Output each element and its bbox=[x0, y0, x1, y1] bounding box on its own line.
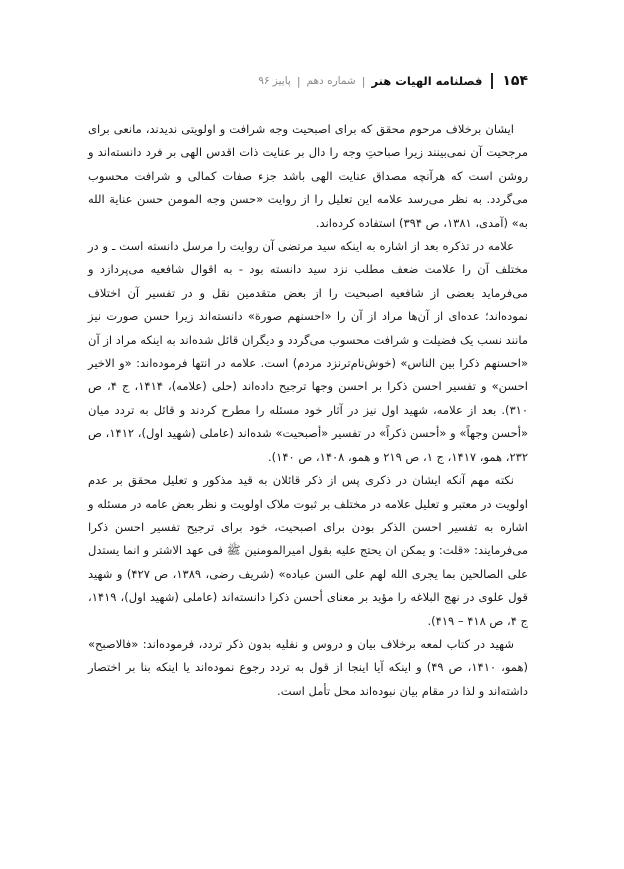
running-header bbox=[88, 68, 528, 94]
header-separator: | bbox=[361, 74, 366, 88]
season-label: پاییز ۹۶ bbox=[258, 75, 291, 87]
paragraph: علامه در تذکره بعد از اشاره به اینکه سید مرتضی آن روایت را مرسل دانسته است ـ و در مختلف آن را علامت ضعف مطلب نزد سید دانسته بود - به اقوال شافعیه می‌پردازد و می‌فرماید بعضی از شافعیه اصبحیت را از بعض متقدمین نقل و در تفسیر آن اختلاف نموده‌اند؛ عده‌ای از آن‌ها مراد از آن را «احسنهم صورة» دانسته‌اند زیرا حسن صورت نیز مانند نسب یک فضیلت و شرافت محسوب می‌گردد و دیگران قائل شده‌اند به اینکه مراد از آن «احسنهم ذکرا بین الناس» (خوش‌نام‌ترنزد مردم) است. علامه در انتها فرموده‌اند: «و الاخیر احسن» و تفسیر احسن ذکرا بر احسن وجها ترجیح داده‌اند (حلی (علامه)، ۱۴۱۴، ج ۴، ص ۳۱۰). بعد از علامه، شهید اول نیز در آثار خود مسئله را مطرح کردند و قائل به تردد میان «أحسن وجهاً» و «أحسن ذکراً» در تفسیر «أصبحیت» شده‌اند (عاملی (شهید اول)، ۱۴۱۲، ص ۲۳۲، همو، ۱۴۱۷، ج ۱، ص ۲۱۹ و همو، ۱۴۰۸، ص ۱۴۰). bbox=[88, 239, 528, 464]
header-divider-bar bbox=[491, 73, 493, 89]
paragraph: نکته مهم آنکه ایشان در ذکری پس از ذکر قائلان به قید مذکور و تعلیل محقق بر عدم اولویت در معتبر و تعلیل علامه در مختلف بر ثبوت ملاک اولویت و نظر بعض عامه در مسئله و اشاره به تفسیر احسن الذکر بودن برای اصبحیت، خود برای ترجیح تفسیر احسن ذکرا می‌فرمایند: «قلت: و یمکن ان یحتج علیه بقول امیرالمومنین ﷺ فی عهد الاشتر و انما یستدل علی الصالحین بما یجری الله لهم علی السن عباده» (شریف رضی، ۱۳۸۹، ص ۴۲۷) و شهید قول علوی در نهج البلاغه را مؤید بر معنای أحسن ذکرا دانسته‌اند (عاملی (شهید اول)، ۱۴۱۹، ج ۴، ص ۴۱۸ – ۴۱۹). bbox=[88, 473, 528, 628]
issue-label: شماره دهم bbox=[306, 75, 356, 87]
page-number: ۱۵۴ bbox=[502, 73, 528, 89]
header-separator: | bbox=[296, 74, 301, 88]
body-text bbox=[88, 118, 528, 703]
paragraph: ایشان برخلاف مرحوم محقق که برای اصبحیت وجه شرافت و اولویتی ندیدند، مانعی برای مرجحیت آن نمی‌بینند زیرا صباحتِ وجه را دال بر عنایت ذات اقدس الهی بر فرد دانسته‌اند و روشن است که هرآنچه مصداق عنایت الهی باشد جزء صفات کمالی و شرافت محسوب می‌گردد. به نظر می‌رسد علامه این تعلیل را از روایت «حسن وجه المومن حسن عنایة الله به» (آمدی، ۱۳۸۱، ص ۳۹۴) استفاده کرده‌اند. bbox=[88, 122, 528, 230]
paragraph: شهید در کتاب لمعه برخلاف بیان و دروس و نفلیه بدون ذکر تردد، فرموده‌اند: «فالاصبح» (همو، ۱۴۱۰، ص ۴۹) و اینکه آیا اینجا از قول به تردد رجوع نموده‌اند یا اینکه بنا بر اختصار داشته‌اند و لذا در مقام بیان نبوده‌اند محل تأمل است. bbox=[88, 636, 528, 698]
journal-title: فصلنامه الهیات هنر bbox=[371, 74, 483, 88]
